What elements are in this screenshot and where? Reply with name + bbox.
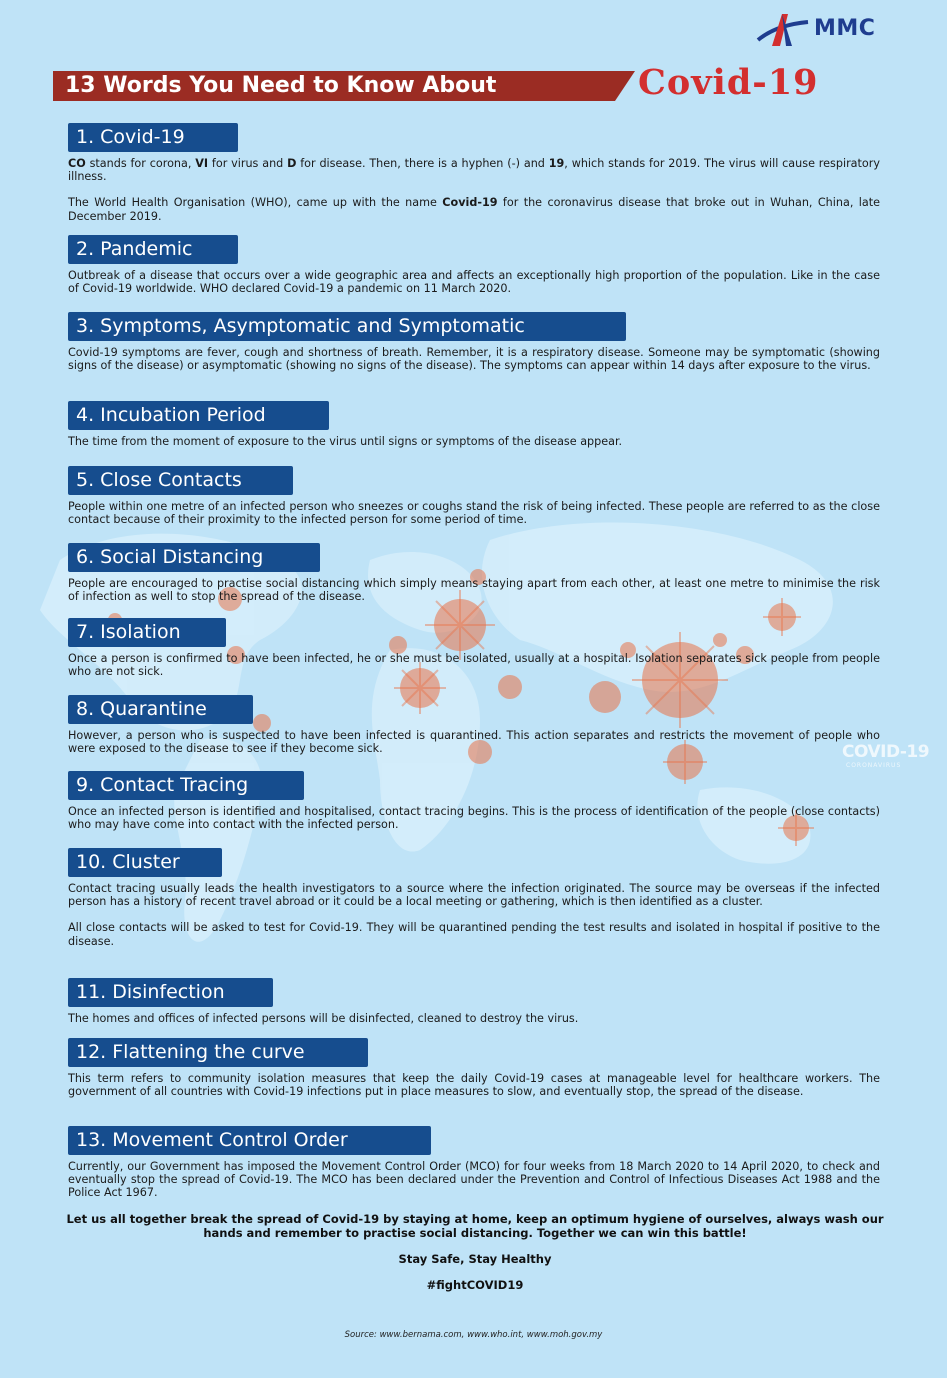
section-symptoms	[68, 312, 880, 372]
section-heading: 1. Covid-19	[68, 123, 238, 152]
section-paragraph: Currently, our Government has imposed the Movement Control Order (MCO) for four weeks from 18 March 2020 to 14 April 2020, to check and eventually stop the spread of Covid-19. The MCO has been declared under the Prevention and Control of Infectious Diseases Act 1988 and the Police Act 1967.	[68, 1160, 880, 1200]
section-movement-control-order	[68, 1126, 880, 1200]
section-paragraph: Outbreak of a disease that occurs over a wide geographic area and affects an exceptionally high proportion of the population. Like in the case of Covid-19 worldwide. WHO declared Covid-19 a pandemic on 11 March 2020.	[68, 269, 880, 296]
covid-watermark: COVID-19	[842, 742, 930, 762]
closing-stay-safe: Stay Safe, Stay Healthy	[398, 1252, 552, 1266]
section-heading: 3. Symptoms, Asymptomatic and Symptomatic	[68, 312, 626, 341]
section-paragraph: CO stands for corona, VI for virus and D for disease. Then, there is a hyphen (-) and 19, which stands for 2019. The virus will cause respiratory illness.	[68, 157, 880, 184]
section-paragraph: This term refers to community isolation measures that keep the daily Covid-19 cases at manageable level for healthcare workers. The government of all countries with Covid-19 infections put in place measures to slow, and eventually stop, the spread of the disease.	[68, 1072, 880, 1099]
section-heading: 2. Pandemic	[68, 235, 238, 264]
mmc-logo-icon	[752, 10, 812, 50]
section-paragraph: People are encouraged to practise social distancing which simply means staying apart from each other, at least one metre to minimise the risk of infection as well to stop the spread of the disease.	[68, 577, 880, 604]
section-heading: 5. Close Contacts	[68, 466, 293, 495]
section-pandemic	[68, 235, 880, 295]
title-banner	[53, 71, 635, 101]
section-heading: 8. Quarantine	[68, 695, 253, 724]
page-title: 13 Words You Need to Know About	[65, 73, 497, 98]
section-heading: 11. Disinfection	[68, 978, 273, 1007]
section-paragraph: Covid-19 symptoms are fever, cough and shortness of breath. Remember, it is a respiratory disease. Someone may be symptomatic (showing signs of the disease) or asymptomatic (showing no signs of the disease). The symptoms can appear within 14 days after exposure to the virus.	[68, 346, 880, 373]
section-paragraph: Contact tracing usually leads the health investigators to a source where the infection originated. The source may be overseas if the infected person has a history of recent travel abroad or it could be a local meeting or gathering, which is then identified as a cluster.	[68, 882, 880, 909]
page-title-accent: Covid-19	[638, 62, 819, 103]
section-cluster	[68, 848, 880, 948]
mmc-logo	[752, 10, 912, 54]
section-paragraph: The time from the moment of exposure to the virus until signs or symptoms of the disease appear.	[68, 435, 623, 448]
closing-message: Let us all together break the spread of Covid-19 by staying at home, keep an optimum hygiene of ourselves, always wash our hands and remember to practise social distancing. Together we can win this battle!	[66, 1212, 884, 1240]
section-disinfection	[68, 978, 880, 1025]
section-paragraph: Once a person is confirmed to have been infected, he or she must be isolated, usually at a hospital. Isolation separates sick people from people who are not sick.	[68, 652, 880, 679]
closing-hashtag: #fightCOVID19	[426, 1278, 524, 1292]
covid-watermark-sub: CORONAVIRUS	[846, 762, 902, 769]
section-heading: 13. Movement Control Order	[68, 1126, 431, 1155]
section-paragraph: However, a person who is suspected to have been infected is quarantined. This action separates and restricts the movement of people who were exposed to the disease to see if they become sick.	[68, 729, 880, 756]
logo-text: MMC	[814, 16, 876, 41]
section-heading: 4. Incubation Period	[68, 401, 329, 430]
section-social-distancing	[68, 543, 880, 603]
section-flattening-the-curve	[68, 1038, 880, 1098]
section-close-contacts	[68, 466, 880, 526]
section-paragraph: The World Health Organisation (WHO), came up with the name Covid-19 for the coronavirus disease that broke out in Wuhan, China, late December 2019.	[68, 196, 880, 223]
source-credits: Source: www.bernama.com, www.who.int, www.moh.gov.my	[344, 1330, 603, 1340]
section-isolation	[68, 618, 880, 678]
section-paragraph: The homes and offices of infected persons will be disinfected, cleaned to destroy the virus.	[68, 1012, 579, 1025]
section-heading: 12. Flattening the curve	[68, 1038, 368, 1067]
section-paragraph: People within one metre of an infected person who sneezes or coughs stand the risk of being infected. These people are referred to as the close contact because of their proximity to the infected person for some period of time.	[68, 500, 880, 527]
section-heading: 10. Cluster	[68, 848, 222, 877]
section-covid-19	[68, 123, 880, 223]
section-heading: 9. Contact Tracing	[68, 771, 304, 800]
section-heading: 7. Isolation	[68, 618, 226, 647]
section-quarantine	[68, 695, 880, 755]
section-paragraph: All close contacts will be asked to test for Covid-19. They will be quarantined pending the test results and isolated in hospital if positive to the disease.	[68, 921, 880, 948]
section-paragraph: Once an infected person is identified and hospitalised, contact tracing begins. This is the process of identification of the people (close contacts) who may have come into contact with the infected person.	[68, 805, 880, 832]
section-heading: 6. Social Distancing	[68, 543, 320, 572]
section-contact-tracing	[68, 771, 880, 831]
section-incubation-period	[68, 401, 880, 448]
